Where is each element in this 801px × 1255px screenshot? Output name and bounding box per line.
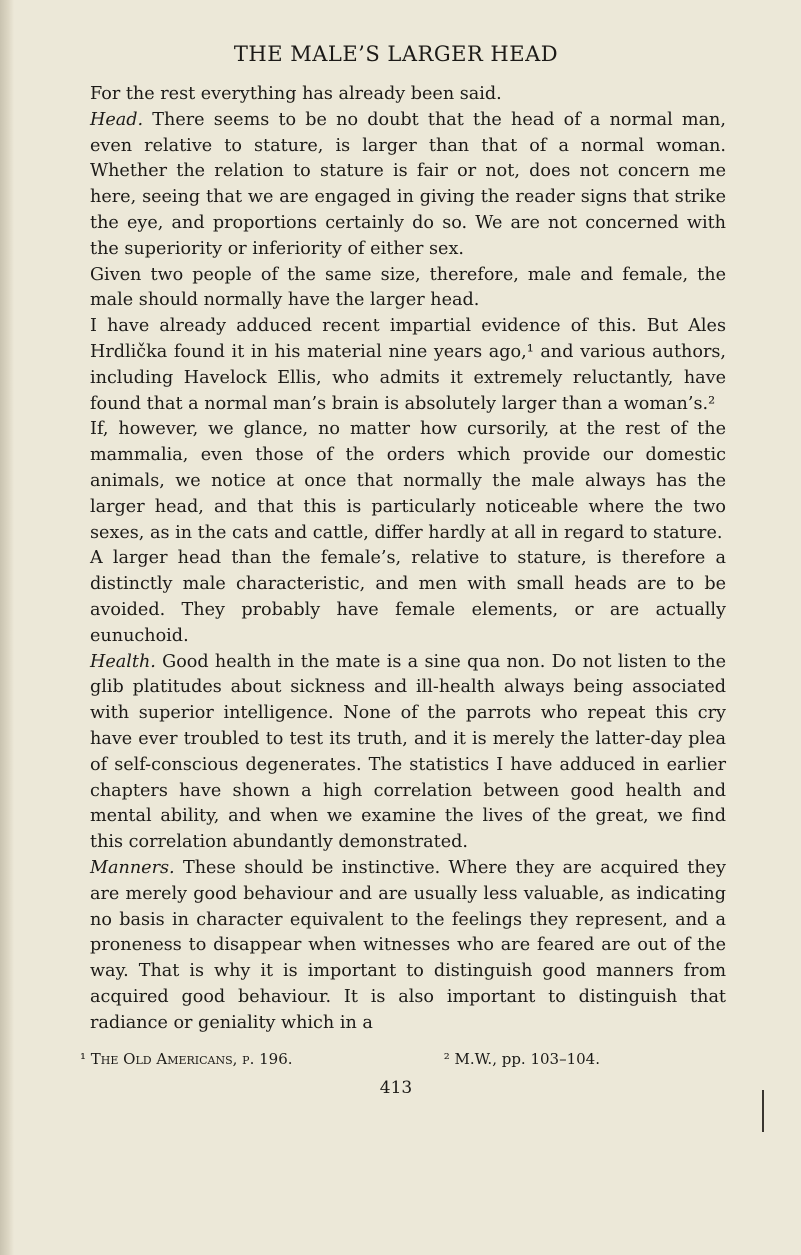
paragraph-lead: Manners. xyxy=(90,857,175,878)
paragraph xyxy=(66,856,726,1037)
paragraph-text: If, however, we glance, no matter how cursorily, at the rest of the mammalia, even those of the orders which provide our domestic animals, we notice at once that normally the male always has the larger head, and that this is particularly noticeable where the two sexes, as in the cats and cattle, differ hardly at all in regard to stature. xyxy=(90,419,726,543)
paragraph-text: Good health in the mate is a sine qua non. Do not listen to the glib platitudes about sickness and ill-health always being associated with superior intelligence. None of the parrots who repeat this cry have ever troubled to test its truth, and it is merely the latter-day plea of self-conscious degenerates. The statistics I have adduced in earlier chapters have shown a high correlation between good health and mental ability, and when we examine the lives of the great, we find this correlation abundantly demonstrated. xyxy=(90,651,726,853)
paragraph-lead: Head. xyxy=(90,109,144,130)
paragraph-text: There seems to be no doubt that the head of a normal man, even relative to stature, is larger than that of a normal woman. Whether the relation to stature is fair or not, does not concern me here, seeing that we are engaged in giving the reader signs that strike the eye, and proportions certainly do so. We are not concerned with the superiority or inferiority of either sex. xyxy=(90,109,726,259)
page-edge xyxy=(0,0,14,1255)
paragraph-text: I have already adduced recent impartial evidence of this. But Ales Hrdlička found it in his material nine years ago,¹ and various authors, including Havelock Ellis, who admits it extremely reluctantly, have found that a normal man’s brain is absolutely larger than a woman’s.² xyxy=(90,316,726,414)
book-page xyxy=(66,40,726,1098)
body-text xyxy=(66,82,726,1036)
paragraph-text: These should be instinctive. Where they are acquired they are merely good behaviour and are usually less valuable, as indicating no basis in character equivalent to the feelings they represent, and a proneness to disappear when witnesses who are feared are out of the way. That is why it is important to distinguish good manners from acquired good behaviour. It is also important to distinguish that radiance or geniality which in a xyxy=(90,857,726,1033)
footnote-1: ¹ The Old Americans, p. 196. xyxy=(80,1050,293,1069)
paragraph xyxy=(66,417,726,546)
paragraph xyxy=(66,263,726,315)
running-head: THE MALE’S LARGER HEAD xyxy=(233,42,559,66)
paragraph-text: For the rest everything has already been said. xyxy=(90,84,502,104)
paragraph xyxy=(66,314,726,417)
paragraph xyxy=(66,650,726,856)
footnote-2: ² M.W., pp. 103–104. xyxy=(443,1050,600,1069)
page-number: 413 xyxy=(379,1078,413,1099)
margin-mark xyxy=(762,1090,764,1132)
paragraph-lead: Health. xyxy=(90,651,156,672)
paragraph-text: Given two people of the same size, therefore, male and female, the male should normally have the larger head. xyxy=(90,264,726,311)
paragraph xyxy=(66,108,726,263)
paragraph-text: A larger head than the female’s, relative to stature, is therefore a distinctly male characteristic, and men with small heads are to be avoided. They probably have female elements, or are actually eunuchoid. xyxy=(90,548,726,646)
footnotes xyxy=(80,1048,600,1070)
paragraph xyxy=(66,546,726,649)
paragraph xyxy=(66,82,726,108)
